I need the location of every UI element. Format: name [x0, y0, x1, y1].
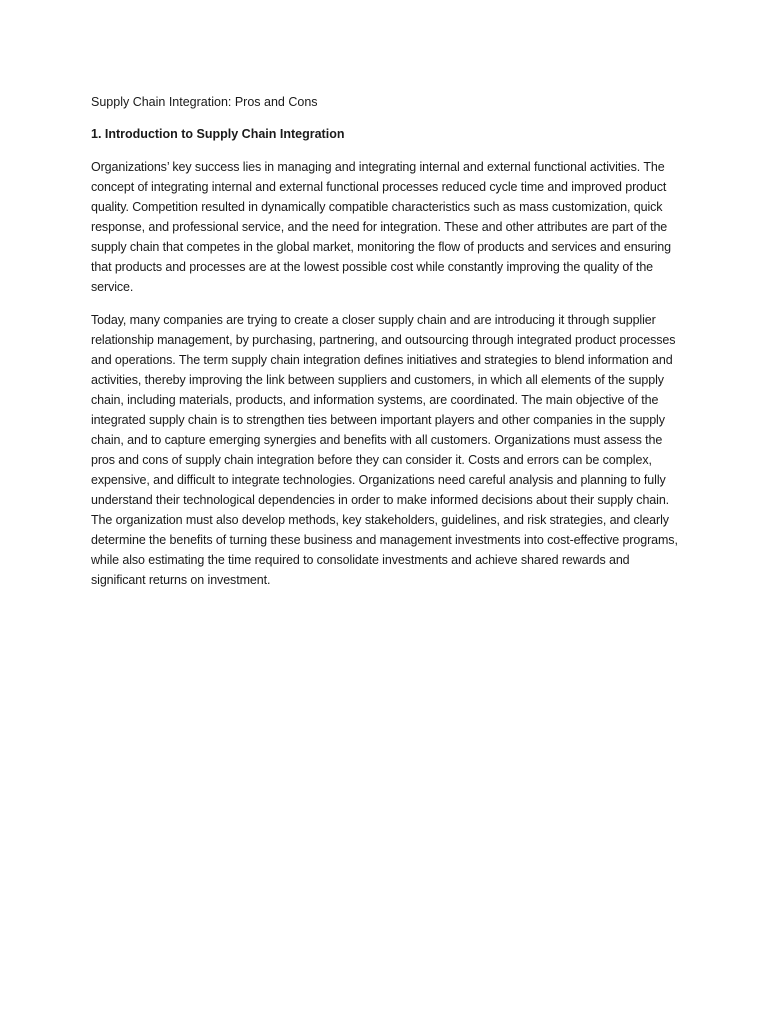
document-body [91, 93, 683, 603]
section-heading: 1. Introduction to Supply Chain Integration [91, 127, 345, 141]
paragraph-intro: Organizations’ key success lies in managing and integrating internal and external functional activities. The concept of integrating internal and external functional processes reduced cycle time and improved product quality. Competition resulted in dynamically compatible characteristics such as mass customization, quick response, and professional service, and the need for integration. These and other attributes are part of the supply chain that competes in the global market, monitoring the flow of products and services and ensuring that products and processes are at the lowest possible cost while constantly improving the quality of the service. [91, 160, 672, 294]
document-title: Supply Chain Integration: Pros and Cons [91, 95, 318, 109]
paragraph-integration: Today, many companies are trying to create a closer supply chain and are introducing it through supplier relationship management, by purchasing, partnering, and outsourcing through integrated product processes and operations. The term supply chain integration defines initiatives and strategies to blend information and activities, thereby improving the link between suppliers and customers, in which all elements of the supply chain, including materials, products, and information systems, are coordinated. The main objective of the integrated supply chain is to strengthen ties between important players and other companies in the supply chain, and to capture emerging synergies and benefits with all customers. Organizations must assess the pros and cons of supply chain integration before they can consider it. Costs and errors can be complex, expensive, and difficult to integrate technologies. Organizations need careful analysis and planning to fully understand their technological dependencies in order to make informed decisions about their supply chain. The organization must also develop methods, key stakeholders, guidelines, and risk strategies, and clearly determine the benefits of turning these business and management investments into cost-effective programs, while also estimating the time required to consolidate investments and achieve shared rewards and significant returns on investment. [91, 313, 678, 587]
